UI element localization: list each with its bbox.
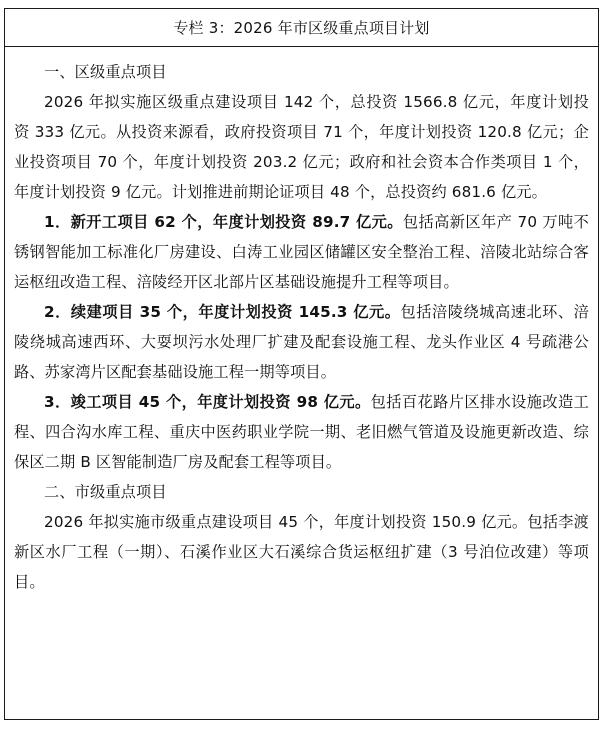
box-content [5,57,598,597]
district-summary: 2026 年拟实施区级重点建设项目 142 个，总投资 1566.8 亿元，年度计划投资 333 亿元。从投资来源看，政府投资项目 71 个，年度计划投资 120.8 亿元；企业投资项目 70 个，年度计划投资 203.2 亿元；政府和社会资本合作类项目 1 个，年度计划投资 9 亿元。计划推进前期论证项目 48 个，总投资约 681.6 亿元。 [14,93,589,201]
new-projects-lead: 1．新开工项目 62 个，年度计划投资 89.7 亿元。 [44,213,403,231]
new-projects-paragraph [14,207,589,297]
continuing-projects-lead: 2．续建项目 35 个，年度计划投资 145.3 亿元。 [44,303,401,321]
completed-projects-lead: 3．竣工项目 45 个，年度计划投资 98 亿元。 [44,393,371,411]
continuing-projects-paragraph [14,297,589,387]
district-heading: 一、区级重点项目 [44,63,167,81]
completed-projects-paragraph [14,387,589,477]
new-projects-detail: 包括高新区年产 70 万吨不锈钢智能加工标准化厂房建设、白涛工业园区储罐区安全整治工程、涪陵北站综合客运枢纽改造工程、涪陵经开区北部片区基础设施提升工程等项目。 [14,213,589,291]
city-heading: 二、市级重点项目 [44,483,167,501]
completed-projects-detail: 包括百花路片区排水设施改造工程、四合沟水库工程、重庆中医药职业学院一期、老旧燃气管道及设施更新改造、综保区二期 B 区智能制造厂房及配套工程等项目。 [14,393,589,471]
feature-box [4,8,599,720]
city-summary: 2026 年拟实施市级重点建设项目 45 个，年度计划投资 150.9 亿元。包括李渡新区水厂工程（一期）、石溪作业区大石溪综合货运枢纽扩建（3 号泊位改建）等项目。 [14,513,589,591]
box-title: 专栏 3：2026 年市区级重点项目计划 [5,9,598,47]
continuing-projects-detail: 包括涪陵绕城高速北环、涪陵绕城高速西环、大耍坝污水处理厂扩建及配套设施工程、龙头作业区 4 号疏港公路、苏家湾片区配套基础设施工程一期等项目。 [14,303,589,381]
